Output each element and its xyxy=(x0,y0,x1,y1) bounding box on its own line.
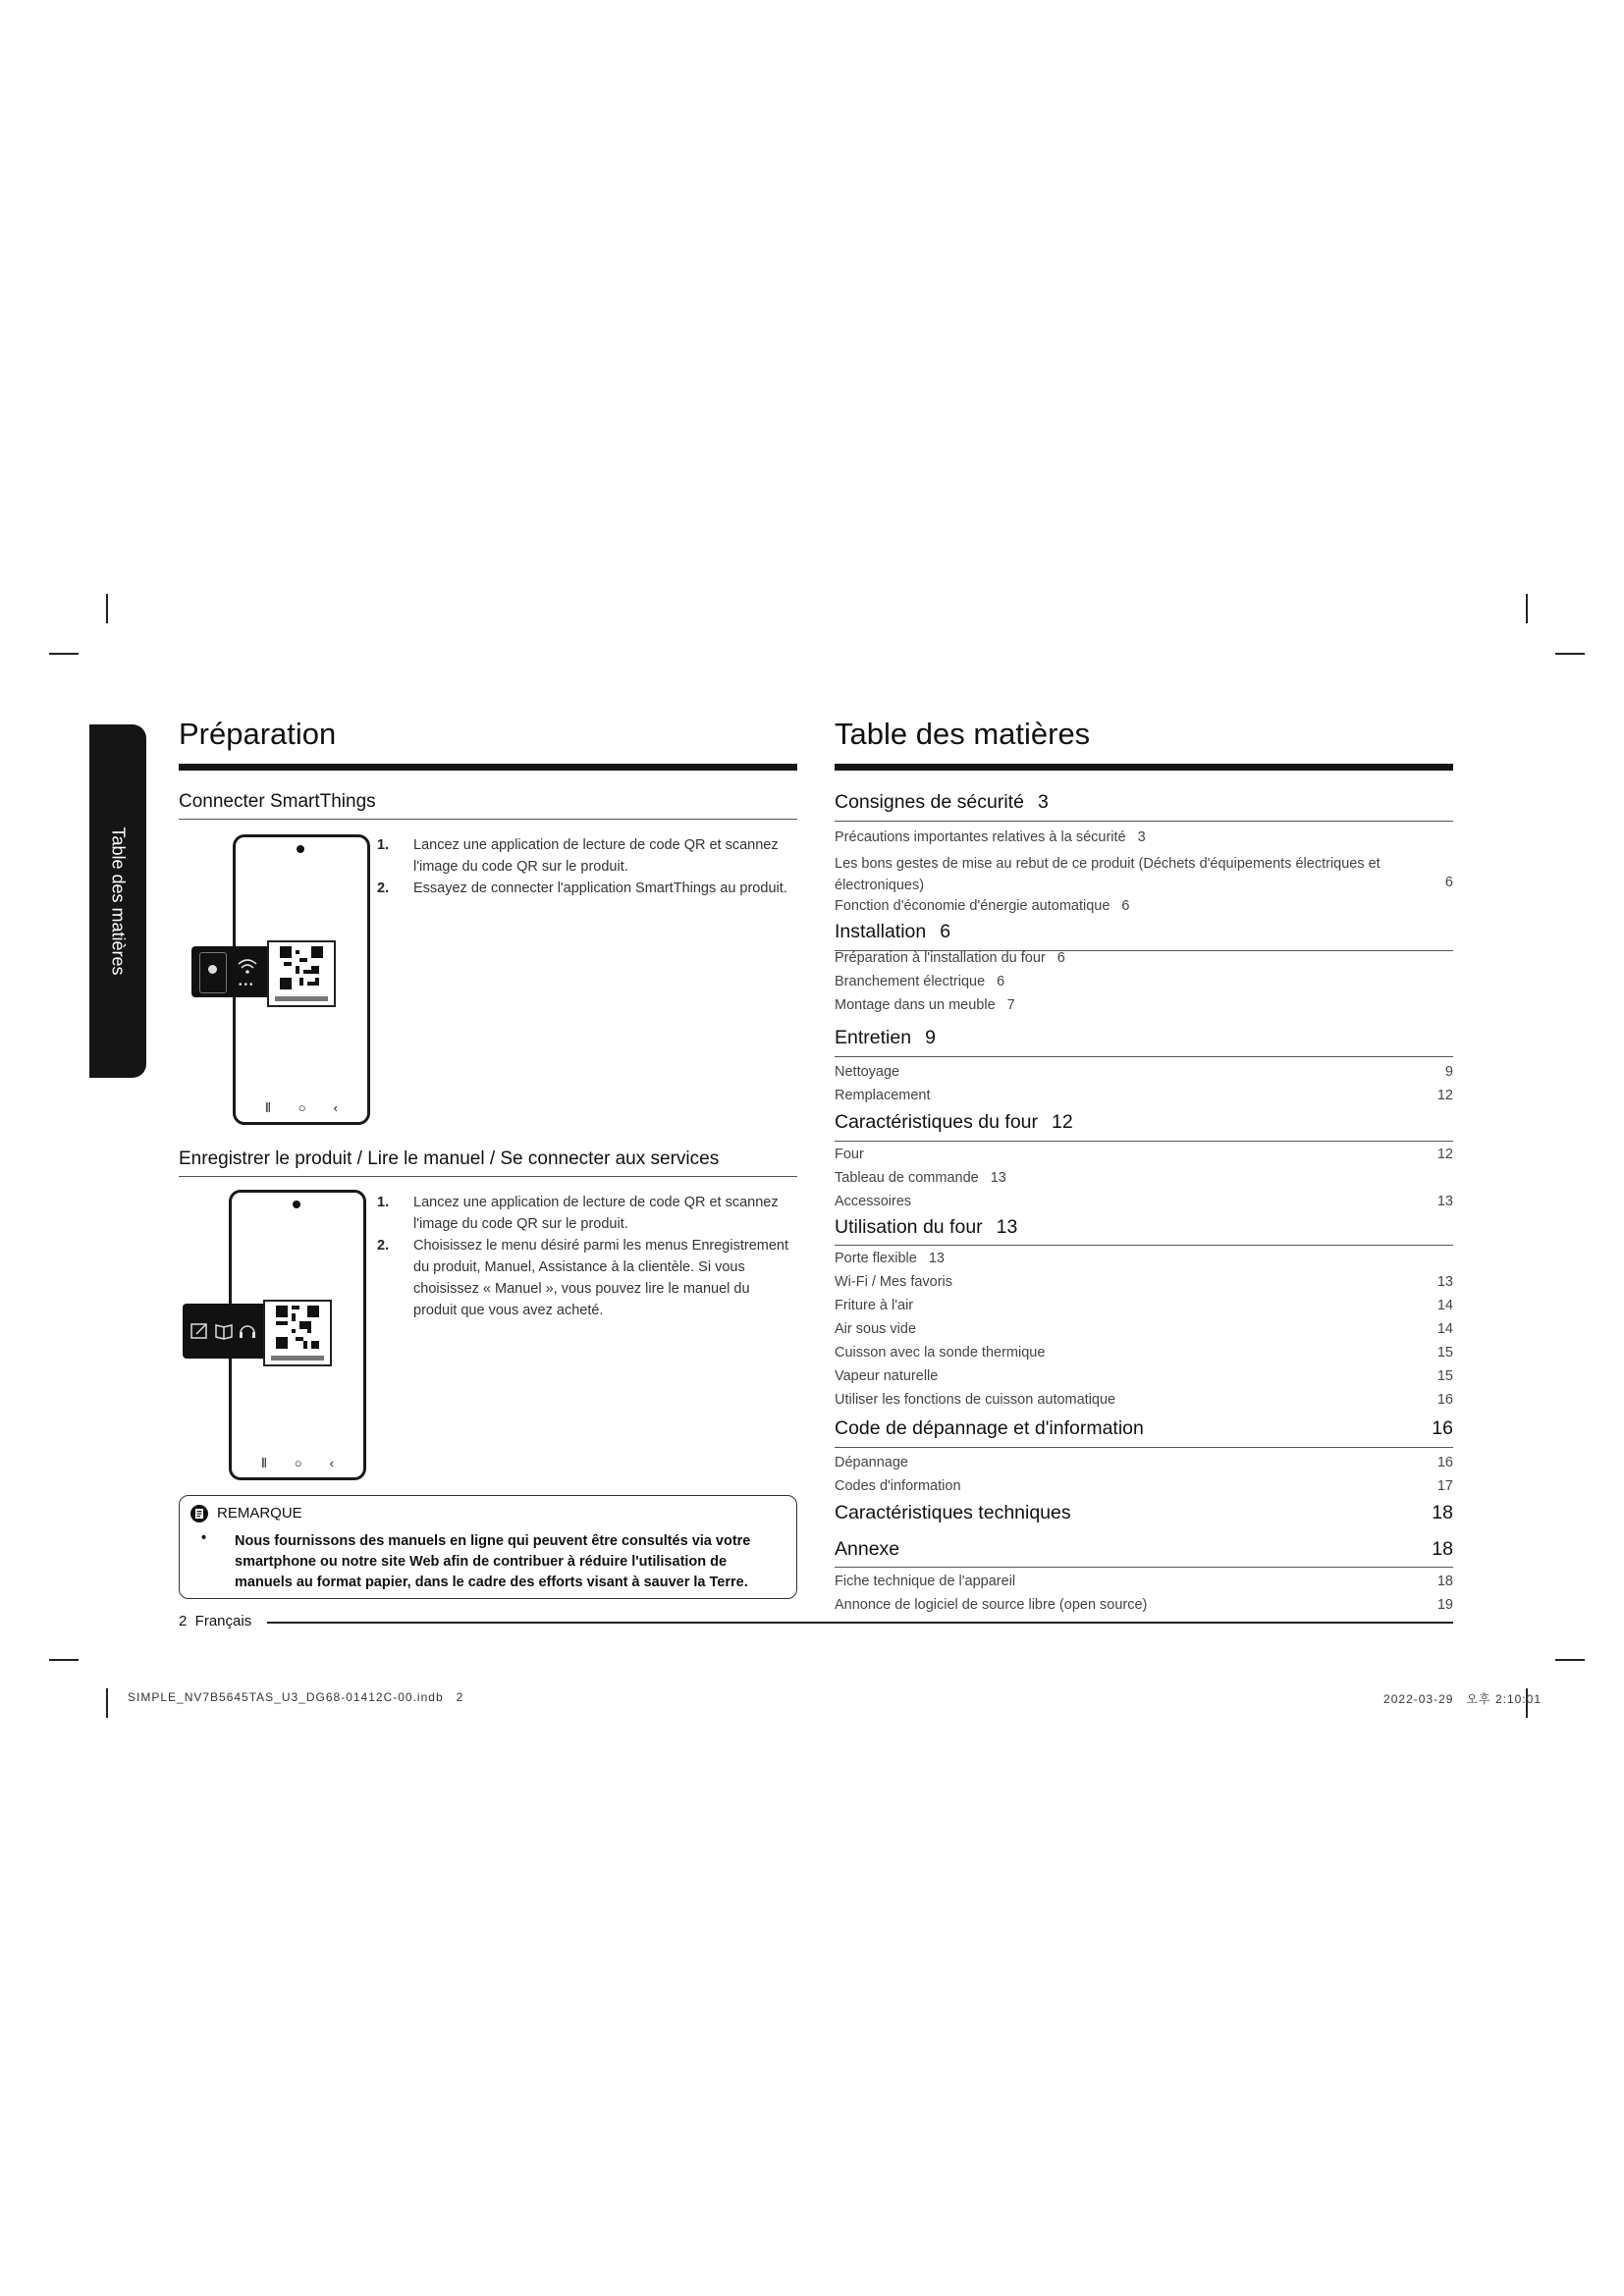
toc-entry-text: Montage dans un meuble xyxy=(835,997,996,1013)
step-text: Choisissez le menu désiré parmi les menus Enregistrement du produit, Manuel, Assistance à la clientèle. Si vous choisissez « Manuel », vous pouvez lire le manuel du produit que vous avez acheté. xyxy=(413,1238,788,1318)
toc-entry-text: Accessoires xyxy=(835,1194,912,1209)
smartthings-device-icon xyxy=(199,952,227,993)
toc-entry[interactable] xyxy=(835,950,1453,966)
toc-entry-page: 17 xyxy=(1436,1478,1453,1494)
toc-section-title: Utilisation du four xyxy=(835,1216,983,1238)
toc-entry-text: Annonce de logiciel de source libre (open source) xyxy=(835,1597,1148,1613)
toc-rule xyxy=(835,1245,1453,1246)
print-date: 2022-03-29 오후 2:10:01 xyxy=(1383,1692,1542,1706)
toc-section-heading[interactable] xyxy=(835,1502,1453,1524)
camera-icon xyxy=(293,1201,300,1208)
toc-entry-page: 12 xyxy=(1436,1088,1453,1103)
toc-entry-page: 6 xyxy=(1121,898,1130,914)
manual-icon xyxy=(214,1322,234,1340)
step-number: 1. xyxy=(377,1195,390,1210)
toc-entry-text: Dépannage xyxy=(835,1455,908,1470)
toc-section-page: 18 xyxy=(1432,1502,1453,1523)
toc-entry-text: Codes d'information xyxy=(835,1478,961,1494)
toc-entry[interactable] xyxy=(835,1597,1453,1613)
toc-entry-page: 16 xyxy=(1436,1392,1453,1408)
toc-entry-text: Fiche technique de l'appareil xyxy=(835,1574,1016,1589)
toc-section-heading[interactable] xyxy=(835,1111,1453,1134)
toc-entry-text: Air sous vide xyxy=(835,1321,917,1337)
note-icon xyxy=(189,1504,209,1523)
list-item xyxy=(377,1192,799,1235)
toc-entry[interactable] xyxy=(835,1251,1453,1266)
page-title-right: Table des matières xyxy=(835,717,1091,751)
toc-section-title: Code de dépannage et d'information xyxy=(835,1417,1144,1439)
qr-caption-bar xyxy=(275,996,328,1001)
note-bullet: • xyxy=(201,1530,207,1546)
toc-entry[interactable] xyxy=(835,853,1453,896)
toc-entry-text: Préparation à l'installation du four xyxy=(835,950,1046,966)
toc-section-page: 16 xyxy=(1432,1417,1453,1439)
qr-caption-bar xyxy=(271,1356,324,1361)
toc-section-page: 6 xyxy=(940,921,951,942)
toc-entry-text: Wi-Fi / Mes favoris xyxy=(835,1274,953,1290)
step-number: 2. xyxy=(377,1238,390,1254)
toc-entry-page: 16 xyxy=(1436,1455,1453,1470)
home-icon: ○ xyxy=(294,1456,302,1470)
camera-icon xyxy=(297,845,304,853)
toc-section-heading[interactable] xyxy=(835,1417,1453,1440)
toc-entry[interactable] xyxy=(835,1321,1453,1337)
crop-mark xyxy=(1555,1659,1585,1661)
qr-code-icon xyxy=(276,1306,319,1349)
register-heading: Enregistrer le produit / Lire le manuel / Se connecter aux services xyxy=(179,1148,720,1169)
toc-entry-page: 12 xyxy=(1436,1147,1453,1162)
toc-entry-text: Utiliser les fonctions de cuisson automatique xyxy=(835,1392,1116,1408)
toc-entry-text: Tableau de commande xyxy=(835,1170,979,1186)
toc-section-title: Caractéristiques du four xyxy=(835,1111,1039,1133)
toc-entry-text: Branchement électrique xyxy=(835,974,986,989)
toc-section-heading[interactable] xyxy=(835,921,1453,943)
toc-rule xyxy=(835,1141,1453,1142)
toc-entry[interactable] xyxy=(835,997,1453,1013)
list-item xyxy=(377,834,799,878)
toc-section-title: Consignes de sécurité xyxy=(835,791,1024,813)
toc-section-heading[interactable] xyxy=(835,1027,1453,1049)
qr-code-icon xyxy=(280,946,323,989)
toc-entry[interactable] xyxy=(835,1064,1453,1080)
toc-entry-page: 7 xyxy=(1006,997,1015,1013)
toc-section-page: 3 xyxy=(1037,791,1049,813)
toc-entry-page: 13 xyxy=(928,1251,945,1266)
toc-rule xyxy=(835,1447,1453,1448)
toc-section-heading[interactable] xyxy=(835,791,1453,814)
crop-mark xyxy=(1555,653,1585,655)
toc-section-title: Entretien xyxy=(835,1027,912,1048)
toc-entry-text: Les bons gestes de mise au rebut de ce produit (Déchets d'équipements électriques et électroniques) xyxy=(835,856,1380,893)
toc-entry-text: Précautions importantes relatives à la sécurité xyxy=(835,829,1126,845)
register-icon xyxy=(190,1322,210,1340)
toc-entry-text: Vapeur naturelle xyxy=(835,1368,939,1384)
phone-nav-bar xyxy=(236,1100,367,1116)
toc-entry-page: 6 xyxy=(1056,950,1065,966)
toc-entry-page: 13 xyxy=(990,1170,1006,1186)
toc-entry-page: 3 xyxy=(1137,829,1146,845)
toc-section-page: 9 xyxy=(925,1027,936,1048)
recent-apps-icon: ⦀ xyxy=(261,1456,267,1470)
step-text: Lancez une application de lecture de code QR et scannez l'image du code QR sur le produit. xyxy=(413,837,779,875)
toc-entry-page: 6 xyxy=(997,974,1005,989)
step-number: 2. xyxy=(377,881,390,896)
list-item xyxy=(377,1235,799,1321)
title-rule-right xyxy=(835,764,1453,771)
toc-entry-page: 19 xyxy=(1436,1597,1453,1613)
note-title: REMARQUE xyxy=(217,1505,302,1522)
section-rule xyxy=(179,819,797,820)
toc-entry-page: 14 xyxy=(1436,1321,1453,1337)
side-tab-label: Table des matières xyxy=(108,827,129,976)
toc-entry[interactable] xyxy=(835,1298,1453,1313)
toc-entry-page: 6 xyxy=(1444,875,1453,890)
toc-section-page: 12 xyxy=(1052,1111,1073,1133)
step-text: Lancez une application de lecture de code QR et scannez l'image du code QR sur le produit. xyxy=(413,1195,779,1232)
toc-entry-text: Nettoyage xyxy=(835,1064,900,1080)
toc-section-page: 18 xyxy=(1432,1538,1453,1560)
toc-entry[interactable] xyxy=(835,1088,1453,1103)
toc-entry-page: 18 xyxy=(1436,1574,1453,1589)
toc-entry[interactable] xyxy=(835,898,1453,914)
toc-section-title: Annexe xyxy=(835,1538,900,1560)
toc-entry[interactable] xyxy=(835,1574,1453,1589)
list-item xyxy=(377,878,799,899)
qr-code-frame xyxy=(267,940,336,1007)
toc-entry-page: 13 xyxy=(1436,1274,1453,1290)
toc-entry[interactable] xyxy=(835,1478,1453,1494)
page-number: 2 Français xyxy=(179,1613,252,1629)
toc-entry-page: 13 xyxy=(1436,1194,1453,1209)
toc-section-heading[interactable] xyxy=(835,1216,1453,1239)
dots-icon: ••• xyxy=(239,980,255,990)
section-rule xyxy=(179,1176,797,1177)
page-title-left: Préparation xyxy=(179,717,337,751)
footer-rule xyxy=(267,1622,1453,1624)
toc-entry-page: 9 xyxy=(1444,1064,1453,1080)
recent-apps-icon: ⦀ xyxy=(265,1100,271,1115)
toc-entry[interactable] xyxy=(835,1455,1453,1470)
file-info: SIMPLE_NV7B5645TAS_U3_DG68-01412C-00.indb 2 xyxy=(128,1690,464,1704)
toc-entry[interactable] xyxy=(835,1392,1453,1408)
phone-nav-bar xyxy=(232,1456,363,1471)
toc-section-page: 13 xyxy=(996,1216,1018,1238)
toc-entry-page: 14 xyxy=(1436,1298,1453,1313)
toc-entry-text: Cuisson avec la sonde thermique xyxy=(835,1345,1046,1361)
crop-mark xyxy=(1526,594,1528,623)
toc-section-title: Caractéristiques techniques xyxy=(835,1502,1071,1523)
toc-entry[interactable] xyxy=(835,974,1453,989)
toc-entry[interactable] xyxy=(835,1368,1453,1384)
back-icon: ‹ xyxy=(333,1100,338,1115)
toc-entry-text: Fonction d'économie d'énergie automatique xyxy=(835,898,1110,914)
toc-entry[interactable] xyxy=(835,1147,1453,1162)
toc-entry-text: Friture à l'air xyxy=(835,1298,914,1313)
toc-entry-text: Four xyxy=(835,1147,864,1162)
step-number: 1. xyxy=(377,837,390,853)
toc-entry[interactable] xyxy=(835,829,1453,845)
note-text: Nous fournissons des manuels en ligne qui peuvent être consultés via votre smartphone ou notre site Web afin de contribuer à réduire l'utilisation de manuels au format papier, dans le cadre des efforts visant à sauver la Terre. xyxy=(235,1533,751,1590)
toc-entry-page: 15 xyxy=(1436,1368,1453,1384)
wifi-icon xyxy=(237,956,258,978)
step-text: Essayez de connecter l'application SmartThings au produit. xyxy=(413,881,787,896)
toc-rule xyxy=(835,1056,1453,1057)
toc-rule xyxy=(835,1567,1453,1568)
toc-entry[interactable] xyxy=(835,1345,1453,1361)
crop-mark xyxy=(49,653,79,655)
crop-mark xyxy=(106,1688,108,1718)
support-icon xyxy=(238,1321,257,1341)
smartthings-heading: Connecter SmartThings xyxy=(179,791,376,812)
toc-entry-page: 15 xyxy=(1436,1345,1453,1361)
toc-section-title: Installation xyxy=(835,921,927,942)
crop-mark xyxy=(106,594,108,623)
crop-mark xyxy=(49,1659,79,1661)
qr-code-frame xyxy=(263,1300,332,1366)
toc-section-heading[interactable] xyxy=(835,1538,1453,1561)
note-box xyxy=(179,1495,797,1599)
toc-entry-text: Remplacement xyxy=(835,1088,931,1103)
toc-entry[interactable] xyxy=(835,1274,1453,1290)
side-tab xyxy=(89,724,146,1078)
back-icon: ‹ xyxy=(329,1456,334,1470)
title-rule-left xyxy=(179,764,797,771)
toc-entry-text: Porte flexible xyxy=(835,1251,917,1266)
toc-entry[interactable] xyxy=(835,1194,1453,1209)
home-icon: ○ xyxy=(298,1100,306,1115)
toc-rule xyxy=(835,821,1453,822)
toc-entry[interactable] xyxy=(835,1170,1453,1186)
